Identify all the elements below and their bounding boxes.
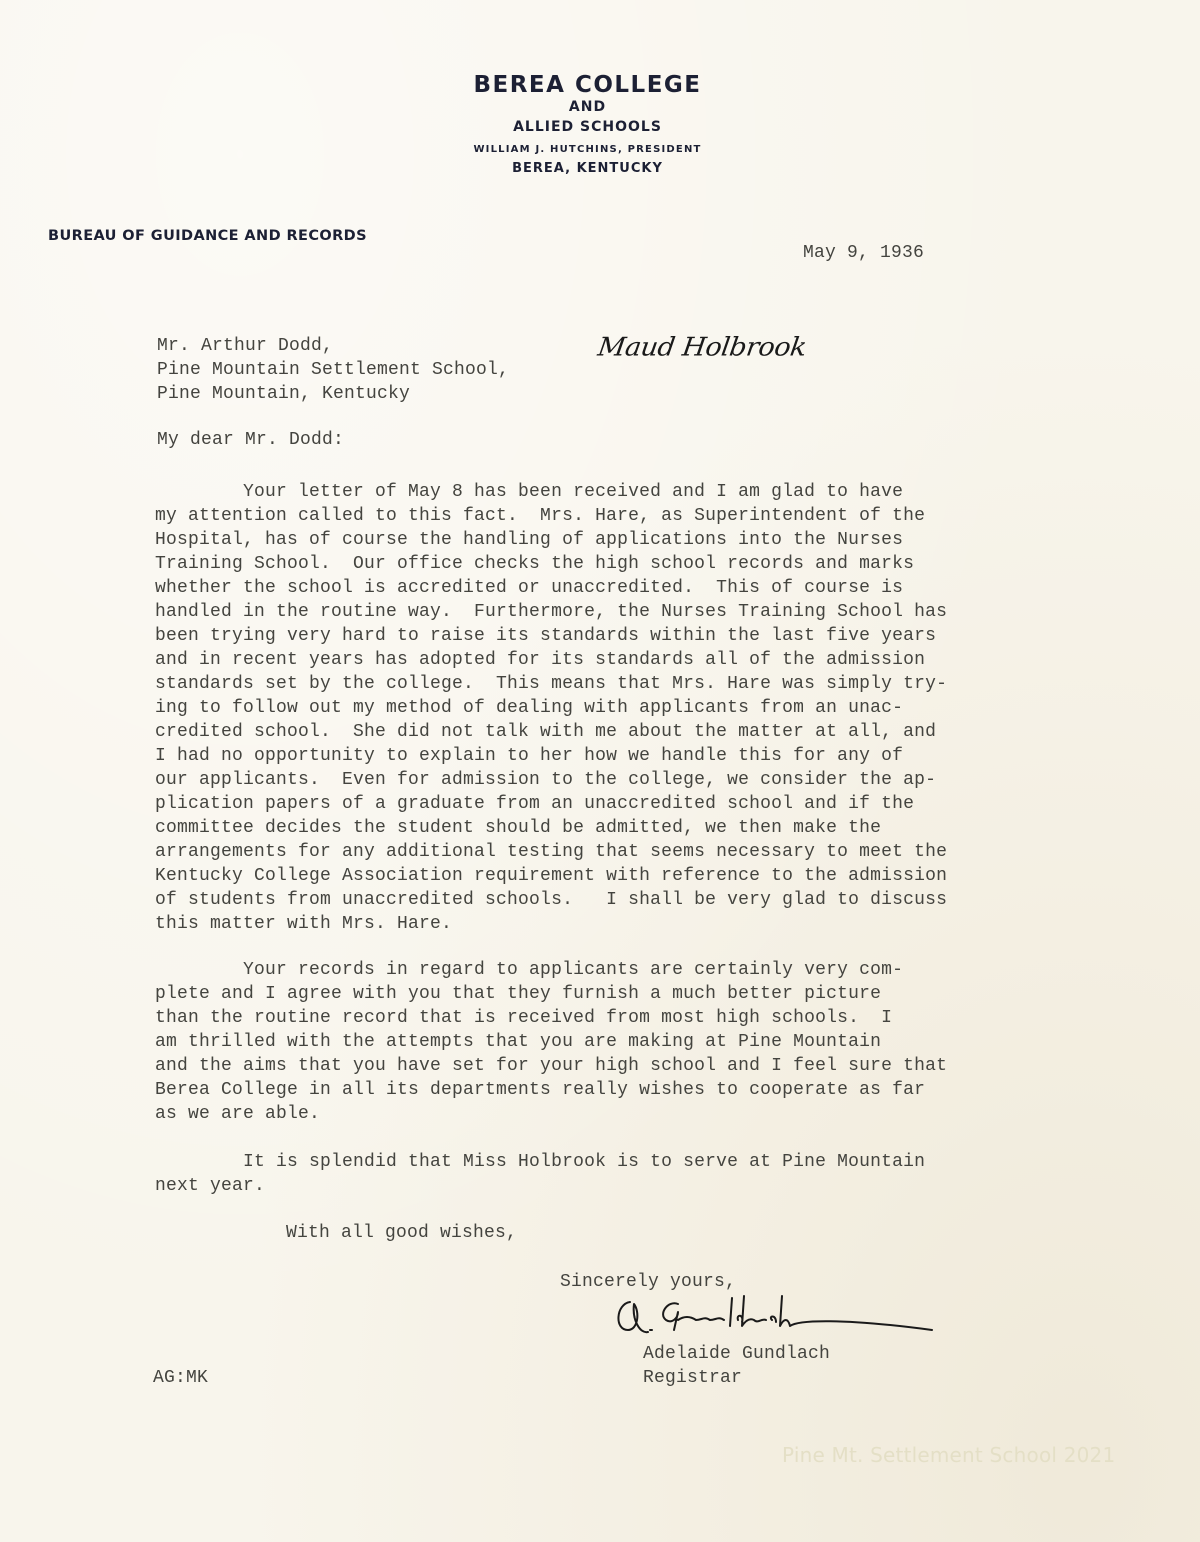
recipient-line-3: Pine Mountain, Kentucky — [157, 384, 411, 404]
body-line: Hospital, has of course the handling of applications into the Nurses — [155, 530, 904, 550]
body-line: Your records in regard to applicants are certainly very com- — [155, 960, 904, 980]
recipient-line-1: Mr. Arthur Dodd, — [157, 336, 334, 356]
body-line: Berea College in all its departments really wishes to cooperate as far — [155, 1080, 926, 1100]
bureau-heading: BUREAU OF GUIDANCE AND RECORDS — [48, 228, 367, 244]
salutation: My dear Mr. Dodd: — [157, 430, 345, 450]
body-line: and in recent years has adopted for its standards all of the admission — [155, 650, 926, 670]
closing-line: With all good wishes, — [286, 1223, 518, 1243]
body-line: whether the school is accredited or unaccredited. This of course is — [155, 578, 904, 598]
body-line: handled in the routine way. Furthermore, the Nurses Training School has — [155, 602, 948, 622]
body-line: am thrilled with the attempts that you are making at Pine Mountain — [155, 1032, 882, 1052]
letterhead-location: BEREA, KENTUCKY — [512, 161, 663, 176]
body-line: credited school. She did not talk with me about the matter at all, and — [155, 722, 937, 742]
body-line: ing to follow out my method of dealing with applicants from an unac- — [155, 698, 904, 718]
body-line: next year. — [155, 1176, 266, 1196]
body-line: our applicants. Even for admission to the college, we consider the ap- — [155, 770, 937, 790]
sign-off: Sincerely yours, — [560, 1272, 737, 1292]
body-line: plete and I agree with you that they furnish a much better picture — [155, 984, 882, 1004]
letterhead-allied-schools: ALLIED SCHOOLS — [513, 119, 662, 135]
body-line: my attention called to this fact. Mrs. Hare, as Superintendent of the — [155, 506, 926, 526]
recipient-line-2: Pine Mountain Settlement School, — [157, 360, 510, 380]
letterhead-college: BEREA COLLEGE — [473, 72, 702, 98]
letter-date: May 9, 1936 — [803, 243, 925, 263]
body-line: Your letter of May 8 has been received and I am glad to have — [155, 482, 904, 502]
letterhead-and: AND — [568, 99, 607, 115]
body-line: plication papers of a graduate from an unaccredited school and if the — [155, 794, 915, 814]
body-line: standards set by the college. This means that Mrs. Hare was simply try- — [155, 674, 948, 694]
body-line: It is splendid that Miss Holbrook is to serve at Pine Mountain — [155, 1152, 926, 1172]
body-line: of students from unaccredited schools. I shall be very glad to discuss — [155, 890, 948, 910]
body-line: I had no opportunity to explain to her how we handle this for any of — [155, 746, 904, 766]
signature-a-gundlach — [612, 1290, 942, 1342]
watermark: Pine Mt. Settlement School 2021 — [782, 1443, 1116, 1467]
signer-title: Registrar — [643, 1368, 743, 1388]
body-line: been trying very hard to raise its standards within the last five years — [155, 626, 937, 646]
handwritten-note-maud-holbrook: Maud Holbrook — [595, 332, 809, 363]
body-line: Training School. Our office checks the high school records and marks — [155, 554, 915, 574]
signer-name: Adelaide Gundlach — [643, 1344, 831, 1364]
body-line: and the aims that you have set for your high school and I feel sure that — [155, 1056, 948, 1076]
reference-initials: AG:MK — [153, 1368, 209, 1388]
body-line: as we are able. — [155, 1104, 321, 1124]
body-line: committee decides the student should be admitted, we then make the — [155, 818, 882, 838]
body-line: this matter with Mrs. Hare. — [155, 914, 453, 934]
body-line: than the routine record that is received from most high schools. I — [155, 1008, 893, 1028]
body-line: arrangements for any additional testing that seems necessary to meet the — [155, 842, 948, 862]
letterhead-president: WILLIAM J. HUTCHINS, PRESIDENT — [473, 144, 702, 155]
body-line: Kentucky College Association requirement with reference to the admission — [155, 866, 948, 886]
